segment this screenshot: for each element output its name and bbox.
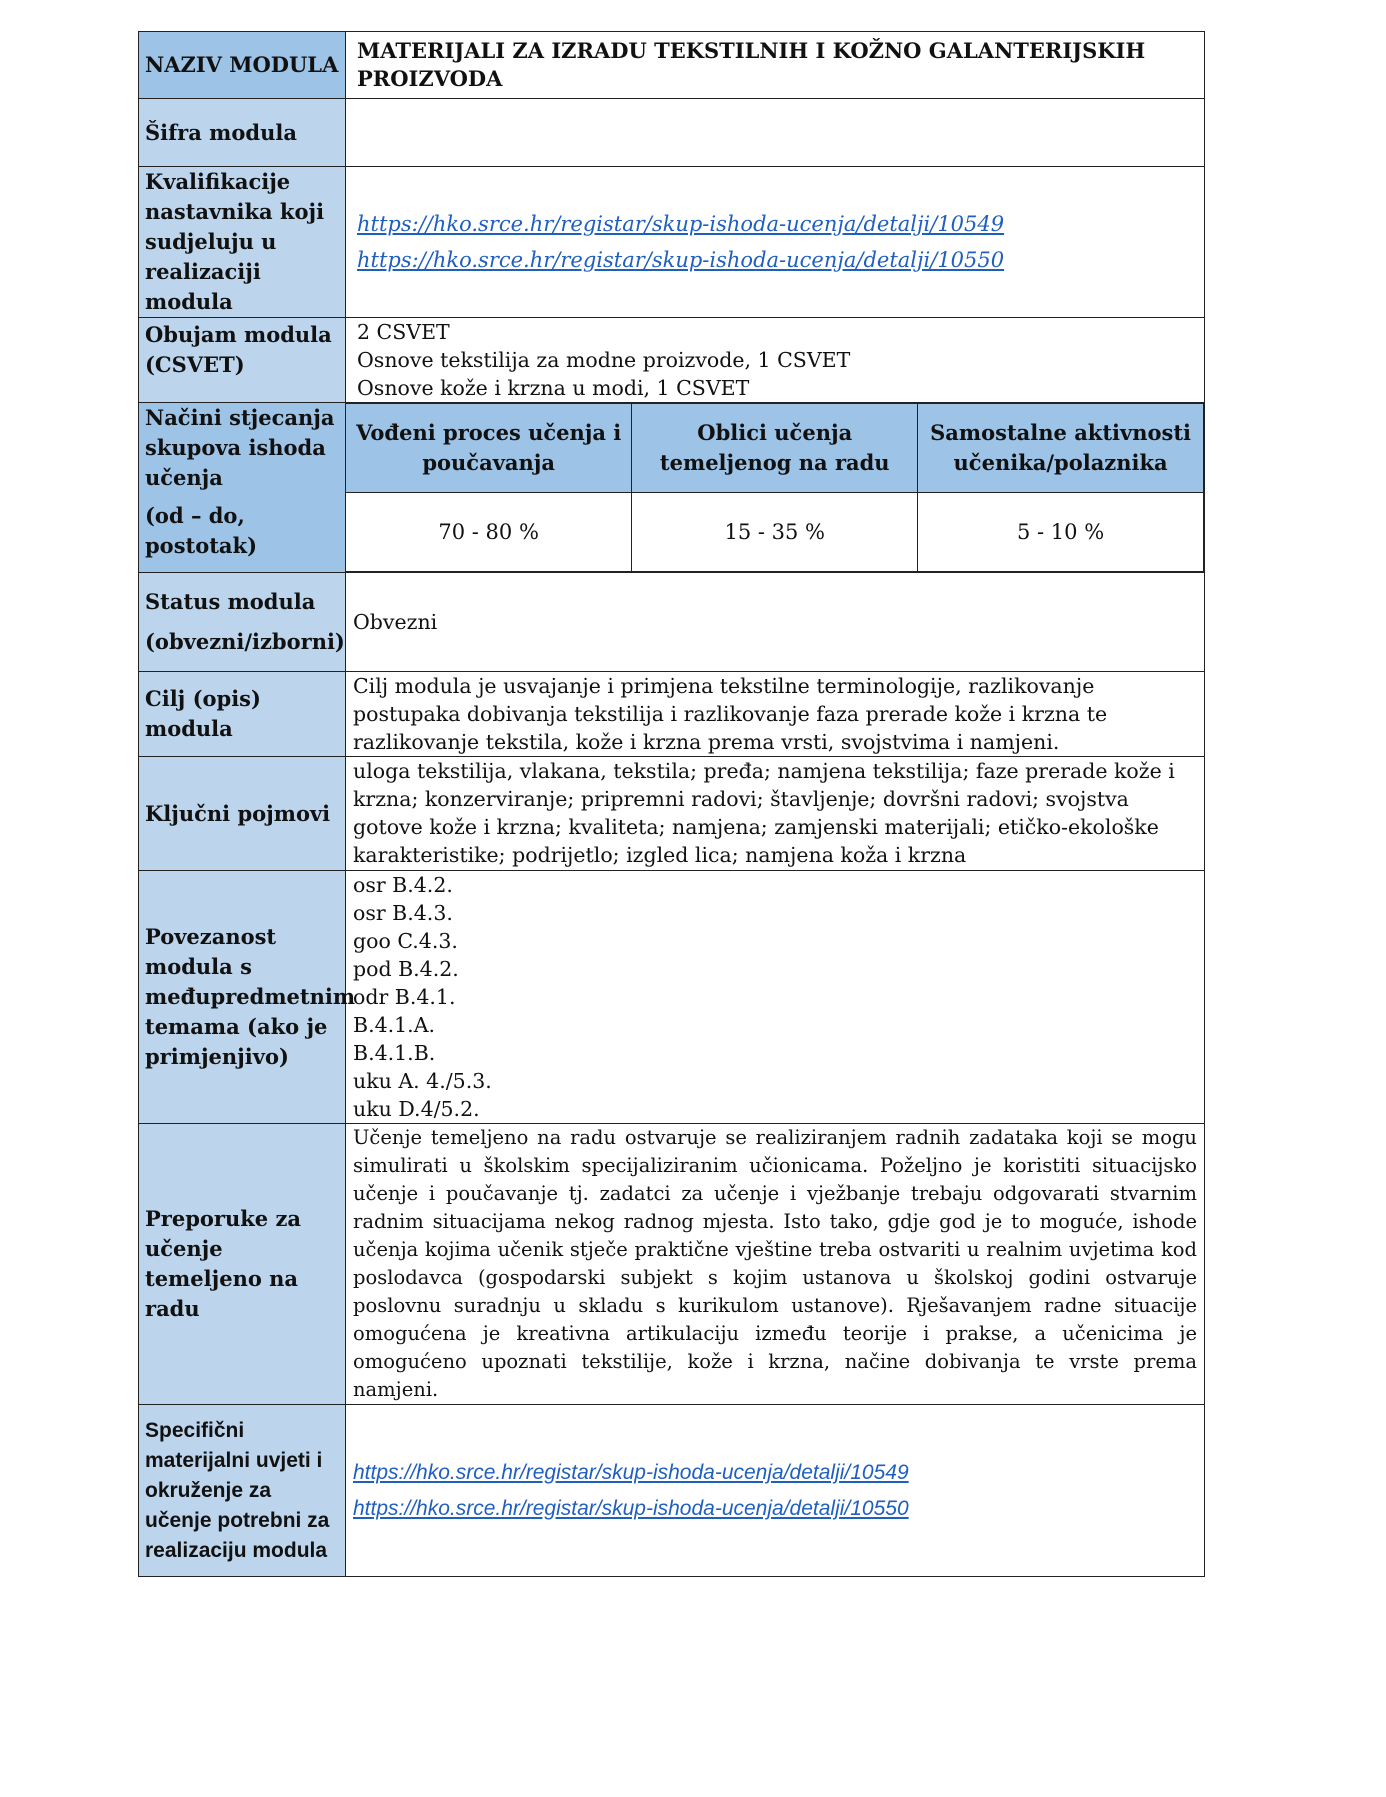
- value-specificni: [346, 1405, 1205, 1577]
- row-preporuke: [139, 1124, 1205, 1405]
- topic-item: B.4.1.B.: [353, 1041, 436, 1065]
- value-povezanost: [346, 871, 1205, 1124]
- topic-item: osr B.4.3.: [353, 901, 453, 925]
- module-title: MATERIJALI ZA IZRADU TEKSTILNIH I KOŽNO GALANTERIJSKIH PROIZVODA: [346, 32, 1205, 99]
- nacini-value-vodeni: 70 - 80 %: [346, 493, 632, 572]
- row-sifra: [139, 99, 1205, 167]
- topic-item: odr B.4.1.: [353, 985, 456, 1009]
- value-obujam: [346, 318, 1205, 403]
- module-table: [138, 31, 1205, 1577]
- label-kvalifikacije: Kvalifikacije nastavnika koji sudjeluju u realizaciji modula: [139, 167, 346, 318]
- label-nacini-main: Načini stjecanja skupova ishoda učenja: [145, 405, 335, 490]
- label-povezanost: Povezanost modula s međupredmetnim temama (ako je primjenjivo): [139, 871, 346, 1124]
- value-nacini: [346, 403, 1205, 573]
- topic-item: uku A. 4./5.3.: [353, 1069, 492, 1093]
- label-status-note: (obvezni/izborni): [145, 629, 345, 654]
- row-status: [139, 573, 1205, 672]
- label-nacini-note: (od – do, postotak): [145, 503, 258, 558]
- topic-item: osr B.4.2.: [353, 873, 453, 897]
- qualification-link-10550[interactable]: https://hko.srce.hr/registar/skup-ishoda-ucenja/detalji/10550: [357, 248, 1005, 272]
- label-preporuke: Preporuke za učenje temeljeno na radu: [139, 1124, 346, 1405]
- module-document: [138, 31, 1205, 1577]
- row-kvalifikacije: [139, 167, 1205, 318]
- row-povezanost: [139, 871, 1205, 1124]
- obujam-part-1: Osnove tekstilija za modne proizvode, 1 CSVET: [357, 348, 851, 372]
- nacini-header-samostalne: Samostalne aktivnosti učenika/polaznika: [918, 404, 1204, 493]
- topic-item: pod B.4.2.: [353, 957, 459, 981]
- row-kljucni: [139, 757, 1205, 871]
- value-kljucni: uloga tekstilija, vlakana, tekstila; pređa; namjena tekstilija; faze prerade kože i krzna; konzerviranje; pripremni radovi; štavljenje; dovršni radovi; svojstva gotove kože i krzna; kvaliteta; namjena; zamjenski materijali; etičko-ekološke karakteristike; podrijetlo; izgled lica; namjena koža i krzna: [346, 757, 1205, 871]
- nacini-value-samostalne: 5 - 10 %: [918, 493, 1204, 572]
- value-cilj: Cilj modula je usvajanje i primjena tekstilne terminologije, razlikovanje postupaka dobivanja tekstilija i razlikovanje faza prerade kože i krzna te razlikovanje tekstila, kože i krzna prema vrsti, svojstvima i namjeni.: [346, 672, 1205, 757]
- obujam-part-2: Osnove kože i krzna u modi, 1 CSVET: [357, 376, 750, 400]
- topic-item: B.4.1.A.: [353, 1013, 436, 1037]
- value-preporuke: Učenje temeljeno na radu ostvaruje se realiziranjem radnih zadataka koji se mogu simulirati u školskim specijaliziranim učionicama. Poželjno je koristiti situacijsko učenje i poučavanje tj. zadatci za učenje i vježbanje trebaju odgovarati stvarnim radnim situacijama nekog radnog mjesta. Isto tako, gdje god je to moguće, ishode učenja kojima učenik stječe praktične vještine treba ostvariti u realnim uvjetima kod poslodavca (gospodarski subjekt s kojim ustanova u školskoj godini ostvaruje poslovnu suradnju u skladu s kurikulom ustanove). Rješavanjem radne situacije omogućena je kreativna artikulaciju između teorije i prakse, a učenicima je omogućeno upoznati tekstilije, kože i krzna, načine dobivanja te vrste prema namjeni.: [346, 1124, 1205, 1405]
- material-link-10549[interactable]: https://hko.srce.hr/registar/skup-ishoda-ucenja/detalji/10549: [353, 1460, 909, 1484]
- row-nacini: [139, 403, 1205, 573]
- row-naziv: [139, 32, 1205, 99]
- label-status-main: Status modula: [145, 589, 316, 614]
- nacini-value-row: [346, 493, 1204, 572]
- value-status: Obvezni: [346, 573, 1205, 672]
- label-cilj: Cilj (opis) modula: [139, 672, 346, 757]
- label-nacini: [139, 403, 346, 573]
- material-link-10550[interactable]: https://hko.srce.hr/registar/skup-ishoda-ucenja/detalji/10550: [353, 1496, 909, 1520]
- nacini-value-oblici: 15 - 35 %: [632, 493, 918, 572]
- label-kljucni: Ključni pojmovi: [139, 757, 346, 871]
- label-status: [139, 573, 346, 672]
- qualification-link-10549[interactable]: https://hko.srce.hr/registar/skup-ishoda-ucenja/detalji/10549: [357, 212, 1005, 236]
- label-obujam: Obujam modula (CSVET): [139, 318, 346, 403]
- nacini-header-vodeni: Vođeni proces učenja i poučavanja: [346, 404, 632, 493]
- label-specificni: Specifični materijalni uvjeti i okruženje za učenje potrebni za realizaciju modula: [139, 1405, 346, 1577]
- topic-item: uku D.4/5.2.: [353, 1097, 480, 1121]
- row-cilj: [139, 672, 1205, 757]
- nacini-subtable: [346, 403, 1204, 572]
- nacini-header-oblici: Oblici učenja temeljenog na radu: [632, 404, 918, 493]
- label-naziv: NAZIV MODULA: [139, 32, 346, 99]
- topic-item: goo C.4.3.: [353, 929, 458, 953]
- row-obujam: [139, 318, 1205, 403]
- value-kvalifikacije: [346, 167, 1205, 318]
- nacini-header-row: [346, 404, 1204, 493]
- obujam-total: 2 CSVET: [357, 320, 450, 344]
- row-specificni: [139, 1405, 1205, 1577]
- value-sifra: [346, 99, 1205, 167]
- label-sifra: Šifra modula: [139, 99, 346, 167]
